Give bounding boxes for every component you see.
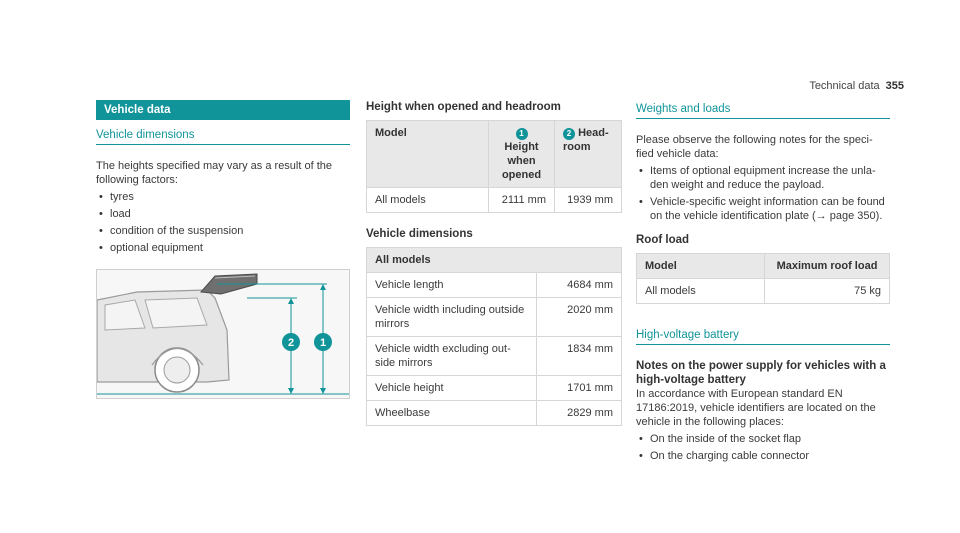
running-header — [809, 80, 904, 92]
row-value: 2020 mm — [537, 298, 622, 337]
hv-subtitle: Notes on the power supply for vehicles with a high-voltage battery — [636, 360, 886, 386]
tailgate-height-illustration — [96, 269, 350, 399]
dimensions-table — [366, 247, 622, 426]
row-label: Vehicle width excluding out-side mirrors — [367, 337, 537, 376]
list-item: • Vehicle-specific weight information can be found on the vehicle identification plate (→ page 350). — [636, 195, 890, 223]
cell-roof-load: 75 kg — [765, 279, 890, 304]
table-row — [367, 337, 622, 376]
table-row — [367, 273, 622, 298]
section-banner: Vehicle data — [96, 100, 350, 120]
roof-load-title: Roof load — [636, 234, 690, 246]
row-label: Wheelbase — [367, 401, 537, 426]
intro-text: The heights specified may vary as a result of the following factors: — [96, 160, 333, 186]
vehicle-rear-drawing — [97, 270, 350, 399]
list-item: • optional equipment — [96, 241, 350, 255]
row-label: Vehicle width including outside mirrors — [367, 298, 537, 337]
row-value: 2829 mm — [537, 401, 622, 426]
roof-load-table — [636, 253, 890, 304]
weights-heading: Weights and loads — [636, 102, 890, 119]
col-headroom-label: Head-room — [563, 127, 609, 153]
column-weights-battery — [636, 100, 890, 463]
height-table — [366, 120, 622, 213]
cell-model: All models — [367, 188, 489, 213]
hv-list — [636, 432, 890, 463]
table-row — [367, 376, 622, 401]
row-value: 1701 mm — [537, 376, 622, 401]
marker-1-badge: 1 — [516, 128, 528, 140]
section-name: Technical data — [809, 80, 880, 92]
dims-header: All models — [367, 248, 622, 273]
list-item: • On the inside of the socket flap — [636, 432, 890, 446]
page-number: 355 — [885, 80, 904, 92]
row-label: Vehicle length — [367, 273, 537, 298]
column-vehicle-data — [96, 100, 350, 399]
height-table-title: Height when opened and headroom — [366, 101, 561, 113]
marker-height: 1 — [319, 337, 327, 349]
col-model: Model — [367, 121, 489, 188]
list-item: • tyres — [96, 190, 350, 204]
hv-text: In accordance with European standard EN 17186:2019, vehicle identifiers are located on the vehicle in the following places: — [636, 388, 876, 428]
row-label: Vehicle height — [367, 376, 537, 401]
cell-headroom: 1939 mm — [555, 188, 622, 213]
list-item: • On the charging cable connector — [636, 449, 890, 463]
hv-battery-heading: High-voltage battery — [636, 328, 890, 345]
col-max-roof-load: Maximum roof load — [765, 254, 890, 279]
list-item: • condition of the suspension — [96, 224, 350, 238]
weights-intro: Please observe the following notes for the speci-fied vehicle data: — [636, 134, 873, 160]
vehicle-dimensions-heading: Vehicle dimensions — [96, 128, 350, 145]
table-row — [367, 298, 622, 337]
list-item: • Items of optional equipment increase the unla-den weight and reduce the payload. — [636, 164, 890, 192]
table-row — [637, 279, 890, 304]
cell-model: All models — [637, 279, 765, 304]
cell-height: 2111 mm — [489, 188, 555, 213]
marker-headroom: 2 — [287, 337, 295, 349]
marker-2-badge: 2 — [563, 128, 575, 140]
row-value: 1834 mm — [537, 337, 622, 376]
table-row — [367, 401, 622, 426]
dims-table-title: Vehicle dimensions — [366, 228, 473, 240]
row-value: 4684 mm — [537, 273, 622, 298]
column-heights-dimensions — [366, 100, 622, 426]
weights-list — [636, 164, 890, 223]
factor-list — [96, 190, 350, 255]
col-height-label: Height when opened — [501, 141, 542, 181]
col-height-opened — [489, 121, 555, 188]
col-headroom — [555, 121, 622, 188]
list-item: • load — [96, 207, 350, 221]
table-row — [367, 188, 622, 213]
col-model: Model — [637, 254, 765, 279]
